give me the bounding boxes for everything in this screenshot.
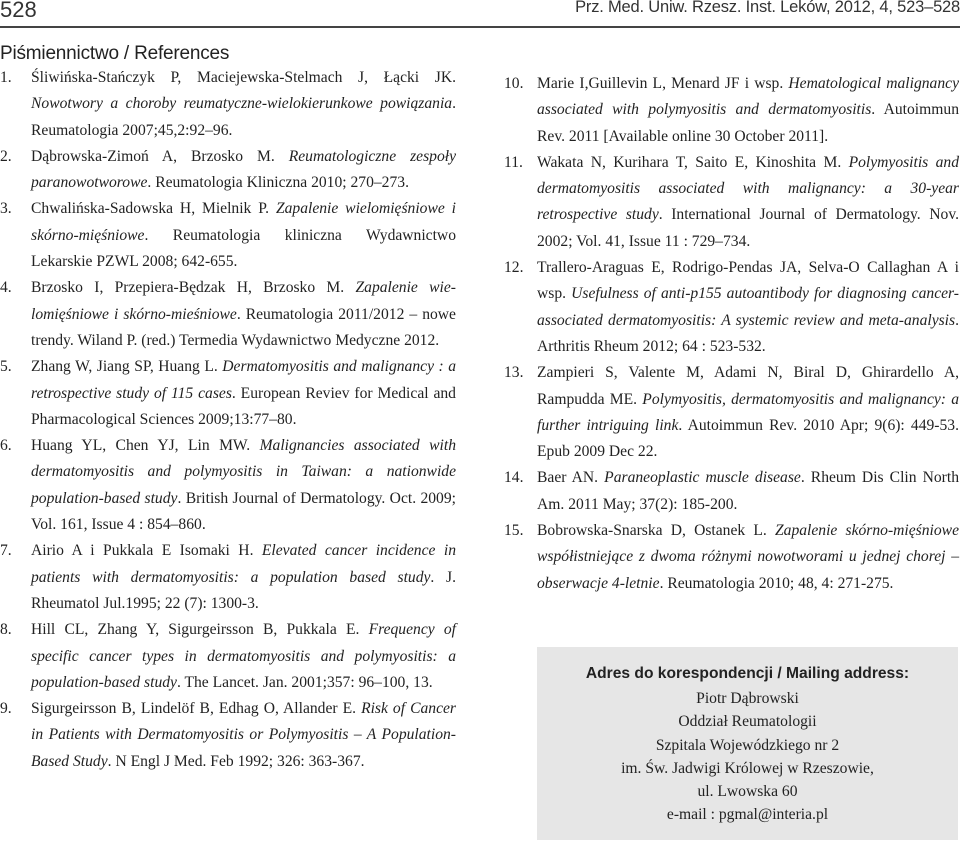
- reference-item: [0, 275, 456, 354]
- reference-number: 11.: [504, 153, 523, 171]
- section-title: Piśmiennictwo / References: [0, 43, 230, 64]
- journal-citation: Prz. Med. Uniw. Rzesz. Inst. Leków, 2012, 4, 523–528: [575, 0, 960, 16]
- reference-authors: Zampieri S, Valente M, Adami N, Biral D, Ghirardello A, Rampudda ME.: [537, 364, 959, 408]
- reference-number: 9.: [0, 700, 12, 718]
- reference-authors: Śliwińska-Stańczyk P, Maciejewska-Stelmach J, Łącki JK.: [31, 69, 456, 86]
- reference-authors: Chwalińska-Sadowska H, Mielnik P.: [31, 200, 276, 218]
- page-header: [0, 0, 960, 28]
- address-heading: Adres do korespondencji / Mailing address:: [585, 665, 910, 682]
- reference-item: [0, 433, 456, 538]
- reference-item: [0, 696, 456, 775]
- reference-authors: Trallero-Araguas E, Rodrigo-Pendas JA, Selva-O Callaghan A i wsp.: [537, 259, 959, 303]
- reference-title: Risk of Cancer in Patients with Dermatomyositis or Polymyositis – A Population- Based Study: [31, 700, 456, 770]
- reference-title: Reumatologiczne zespoły paranowotworowe: [31, 147, 457, 192]
- reference-title: Malignancies associated with dermatomyositis and polymyositis in Taiwan: a nationwide population-based study: [31, 437, 457, 507]
- reference-source: . Rheum Dis Clin North Am. 2011 May; 37(2): 185-200.: [537, 469, 959, 513]
- reference-item: [504, 465, 959, 518]
- reference-number: 14.: [504, 469, 524, 487]
- reference-authors: Sigurgeirsson B, Lindelöf B, Edhag O, Allander E.: [31, 700, 362, 718]
- reference-number: 10.: [504, 75, 524, 92]
- reference-item: [504, 360, 959, 465]
- reference-item: [504, 150, 959, 255]
- reference-number: 6.: [0, 437, 12, 455]
- reference-number: 3.: [0, 200, 12, 218]
- reference-authors: Airio A i Pukkala E Isomaki H.: [31, 542, 262, 560]
- reference-title: Nowotwory a choroby reumatyczne-wielokierunkowe powiązania: [31, 95, 453, 113]
- reference-number: 4.: [0, 279, 12, 297]
- reference-title: Zapalenie skórno-mięśniowe współistniejące z dwoma różnymi nowotworami u jednej chorej – obserwacje 4-letnie: [537, 522, 959, 592]
- reference-source: . N Engl J Med. Feb 1992; 326: 363-367.: [107, 752, 365, 770]
- reference-item: [0, 538, 456, 617]
- address-line: im. Św. Jadwigi Królowej w Rzeszowie,: [621, 759, 874, 777]
- reference-item: [0, 196, 456, 275]
- reference-authors: Dąbrowska-Zimoń A, Brzosko M.: [31, 147, 289, 165]
- reference-authors: Bobrowska-Snarska D, Ostanek L.: [537, 522, 775, 540]
- page-number: 528: [0, 0, 37, 22]
- reference-authors: Wakata N, Kurihara T, Saito E, Kinoshita M.: [537, 153, 849, 171]
- reference-number: 2.: [0, 147, 12, 165]
- reference-item: [0, 617, 456, 696]
- reference-source: . Reumatologia kliniczna Wydawnictwo Lekarskie PZWL 2008; 642-655.: [31, 226, 456, 271]
- reference-item: [504, 518, 959, 597]
- reference-item: [0, 144, 456, 197]
- reference-source: . Reumatologia 2007;45,2:92–96.: [31, 95, 456, 139]
- references-left-column: [0, 65, 456, 775]
- reference-number: 8.: [0, 621, 12, 639]
- reference-number: 7.: [0, 542, 12, 560]
- reference-source: . Reumatologia 2010; 48, 4: 271-275.: [659, 574, 894, 592]
- address-line: Szpitala Wojewódzkiego nr 2: [655, 736, 840, 754]
- address-line: Piotr Dąbrowski: [696, 690, 799, 708]
- address-line: e-mail : pgmal@interia.pl: [666, 806, 829, 824]
- reference-number: 13.: [504, 364, 524, 382]
- reference-item: [0, 354, 456, 433]
- reference-title: Polymyositis and dermatomyositis associated with malignancy: a 30-year retrospective study: [537, 153, 959, 224]
- reference-title: Usefulness of anti-p155 autoantibody for diagnosing cancer-associated dermatomyositis: A systemic review and meta-analysis: [537, 285, 959, 329]
- reference-title: Zapalenie wielomięśniowe i skórno-mięśniowe: [31, 200, 456, 244]
- reference-source: . J. Rheumatol Jul.1995; 22 (7): 1300-3.: [31, 568, 456, 612]
- address-line: Oddział Reumatologii: [678, 713, 817, 731]
- reference-item: [504, 71, 959, 150]
- address-line: ul. Lwowska 60: [697, 783, 798, 801]
- reference-authors: Brzosko I, Przepiera-Będzak H, Brzosko M.: [31, 279, 356, 297]
- reference-source: . Autoimmun Rev. 2011 [Available online 30 October 2011].: [537, 101, 959, 145]
- correspondence-address-box: [537, 647, 958, 840]
- reference-authors: Marie I,Guillevin L, Menard JF i wsp.: [537, 75, 789, 92]
- reference-source: . British Journal of Dermatology. Oct. 2009; Vol. 161, Issue 4 : 854–860.: [31, 489, 456, 534]
- reference-source: . Reumatologia 2011/2012 – nowe trendy. Wiland P. (red.) Termedia Wydawnictwo Medyczne 2012.: [31, 305, 456, 349]
- reference-source: . The Lancet. Jan. 2001;357: 96–100, 13.: [176, 673, 433, 691]
- reference-title: Frequency of specific cancer types in dermatomyositis and polymyositis: a population-based study: [31, 621, 457, 691]
- reference-source: . International Journal of Dermatology. Nov. 2002; Vol. 41, Issue 11 : 729–734.: [537, 206, 960, 250]
- reference-item: [0, 65, 456, 144]
- reference-title: Polymyositis, dermatomyositis and malignancy: a further intriguing link: [537, 390, 959, 434]
- reference-authors: Hill CL, Zhang Y, Sigurgeirsson B, Pukkala E.: [31, 621, 369, 639]
- reference-title: Elevated cancer incidence in patients with dermatomyositis: a population based study: [31, 542, 456, 586]
- reference-title: Paraneoplastic muscle disease: [604, 469, 801, 487]
- reference-authors: Baer AN.: [537, 469, 605, 487]
- reference-number: 15.: [504, 522, 524, 540]
- reference-number: 12.: [504, 259, 524, 277]
- reference-source: . Arthritis Rheum 2012; 64 : 523-532.: [537, 311, 959, 355]
- reference-title: Zapalenie wielomięśniowe i skórno-mieśniowe: [31, 279, 456, 323]
- reference-source: . Autoimmun Rev. 2010 Apr; 9(6): 449-53. Epub 2009 Dec 22.: [537, 416, 959, 461]
- reference-number: 1.: [0, 69, 12, 86]
- reference-authors: Huang YL, Chen YJ, Lin MW.: [31, 437, 260, 455]
- reference-title: Dermatomyositis and malignancy : a retrospective study of 115 cases: [31, 358, 457, 402]
- references-right-column: [504, 71, 959, 597]
- reference-number: 5.: [0, 358, 12, 376]
- reference-item: [504, 255, 959, 360]
- reference-title: Hematological malignancy associated with polymyositis and dermatomyositis: [537, 75, 959, 119]
- reference-source: . European Reviev for Medical and Pharmacological Sciences 2009;13:77–80.: [31, 384, 456, 428]
- reference-authors: Zhang W, Jiang SP, Huang L.: [31, 358, 223, 376]
- reference-source: . Reumatologia Kliniczna 2010; 270–273.: [147, 174, 409, 192]
